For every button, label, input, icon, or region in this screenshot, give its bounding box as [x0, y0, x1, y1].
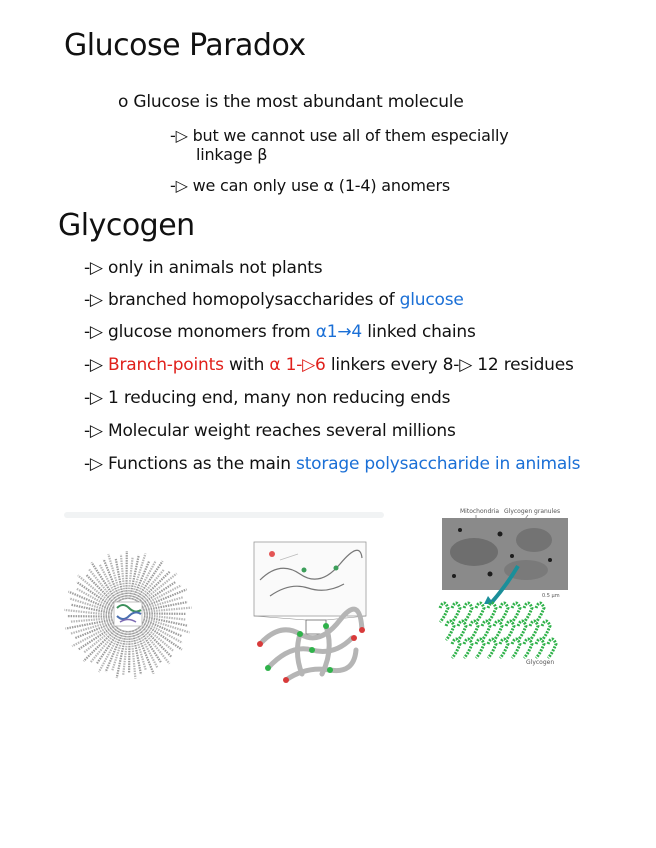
helix-segment: [524, 603, 532, 622]
label-mitochondria: Mitochondria: [460, 508, 500, 515]
figure-glycogen-granule: [62, 548, 194, 682]
helix-segment: [500, 639, 508, 658]
granule-branch: [70, 618, 112, 622]
point-2-highlight: glucose: [399, 290, 464, 310]
helix-segment: [476, 603, 484, 622]
helix-segment: [476, 639, 484, 658]
helix-segment: [524, 639, 532, 658]
point-4-branch-points: Branch-points: [108, 355, 224, 375]
helix-segment: [512, 639, 520, 658]
heading-glucose-paradox: Glucose Paradox: [64, 28, 306, 63]
point-7-text: -▷ Functions as the main: [84, 454, 297, 474]
helix-segment: [512, 603, 520, 622]
helix-segment: [518, 621, 526, 640]
helix-segment: [536, 639, 544, 658]
helix-segment: [458, 621, 466, 640]
point-6: -▷ Molecular weight reaches several millions: [84, 421, 456, 441]
granule-branch: [121, 554, 125, 599]
bullet-marker: o: [118, 92, 129, 112]
helix-segment: [530, 621, 538, 640]
point-4-arrow: -▷: [84, 355, 109, 375]
point-4-linkage: α 1-▷6: [269, 355, 326, 375]
zoom-connector: [254, 616, 366, 634]
helix-segment: [464, 603, 472, 622]
helix-segment: [440, 603, 448, 622]
helix-segment: [494, 621, 502, 640]
label-glycogen-granules: Glycogen granules: [504, 508, 561, 515]
granule-branch: [64, 610, 112, 615]
point-5: -▷ 1 reducing end, many non reducing ends: [84, 388, 451, 408]
point-4-text-b: linkers every 8-▷ 12 residues: [325, 355, 574, 375]
helix-segment: [548, 639, 556, 658]
glycogenin-core: [114, 602, 142, 626]
granule-branch: [123, 631, 128, 676]
point-4: [84, 355, 574, 375]
point-7: [84, 454, 580, 474]
helix-segment: [470, 621, 478, 640]
point-1: -▷ only in animals not plants: [84, 258, 323, 278]
helix-segment: [488, 639, 496, 658]
point-3-highlight: α1→4: [315, 322, 363, 342]
bullet-glucose: [118, 92, 464, 112]
granule-branch: [67, 616, 112, 617]
helix-segment: [488, 603, 496, 622]
helix-segment: [464, 639, 472, 658]
helix-segment: [482, 621, 490, 640]
granule-branch: [141, 585, 181, 606]
point-3-text-a: -▷ glucose monomers from: [84, 322, 316, 342]
electron-micrograph: [442, 518, 568, 590]
helix-segment: [542, 621, 550, 640]
helix-segment: [446, 621, 454, 640]
helix-segment: [452, 603, 460, 622]
point-7-highlight: storage polysaccharide in animals: [296, 454, 581, 474]
granule-branch: [137, 628, 158, 668]
point-2-text: -▷ branched homopolysaccharides of: [84, 290, 400, 310]
label-scale: 0.5 µm: [542, 593, 560, 599]
heading-glycogen: Glycogen: [58, 208, 195, 243]
helix-segment: [452, 639, 460, 658]
helix-segment: [506, 621, 514, 640]
sub-point-1-line-2: linkage β: [196, 145, 268, 164]
point-3: [84, 322, 476, 342]
helical-chains: [440, 603, 556, 658]
point-2: [84, 290, 464, 310]
sub-point-2: -▷ we can only use α (1-4) anomers: [170, 176, 450, 195]
bullet-text: Glucose is the most abundant molecule: [133, 92, 464, 112]
point-3-text-b: linked chains: [362, 322, 476, 342]
label-glycogen: Glycogen: [526, 659, 555, 666]
helix-segment: [536, 603, 544, 622]
figure-micrograph: [430, 504, 580, 688]
granule-branch: [144, 613, 186, 614]
figure-branch-structure: [250, 540, 372, 690]
point-4-text-a: with: [223, 355, 270, 375]
sub-point-1-line-1: -▷ but we cannot use all of them especially: [170, 126, 509, 145]
inset-structure-box: [254, 542, 366, 616]
granule-branch: [129, 631, 130, 673]
faint-scan-line: [64, 512, 384, 518]
helix-segment: [500, 603, 508, 622]
